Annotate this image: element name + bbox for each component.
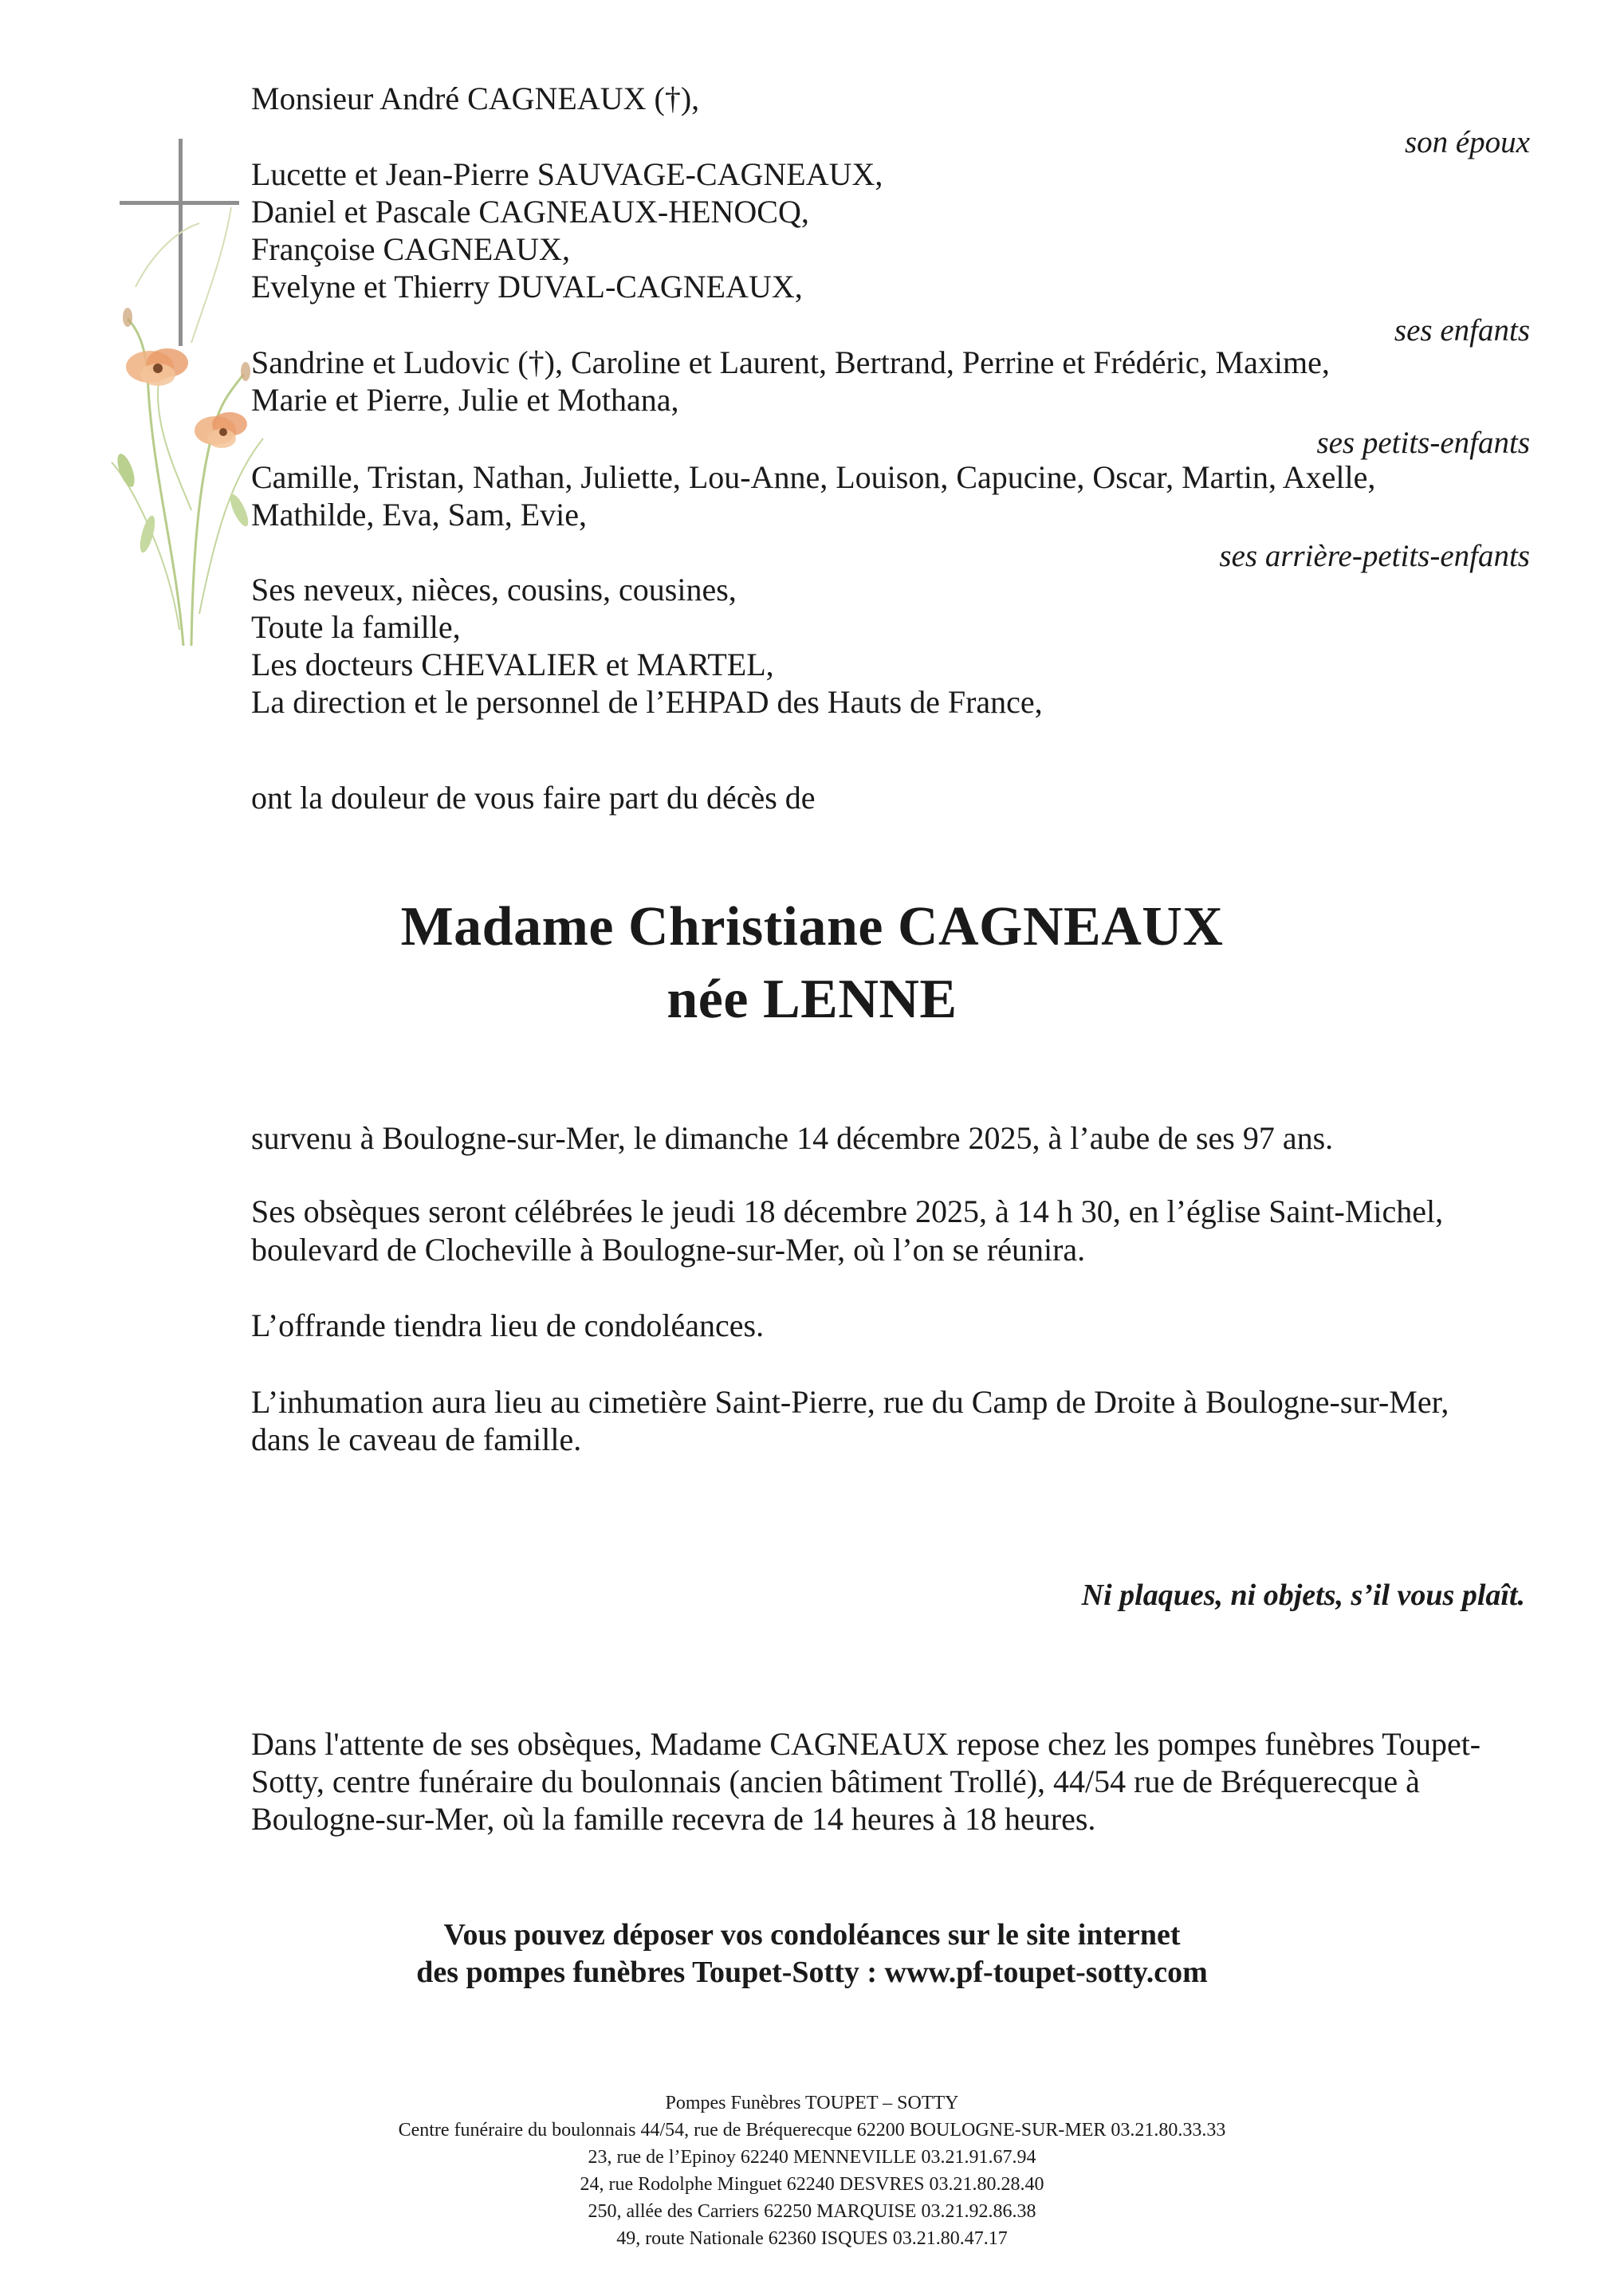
others-line-4: La direction et le personnel de l’EHPAD des Hauts de France,: [251, 684, 1043, 720]
footer-address-5: 49, route Nationale 62360 ISQUES 03.21.80.47.17: [616, 2228, 1008, 2249]
condolences-notice-line-2: des pompes funèbres Toupet-Sotty : www.pf-toupet-sotty.com: [416, 1956, 1208, 1989]
grandchildren-role: ses petits-enfants: [1316, 426, 1530, 460]
husband-role: son époux: [1404, 125, 1530, 159]
death-details: survenu à Boulogne-sur-Mer, le dimanche 14 décembre 2025, à l’aube de ses 97 ans.: [251, 1120, 1334, 1156]
poppy-flower-icon: [126, 348, 188, 386]
others-line-2: Toute la famille,: [251, 609, 461, 645]
children-role: ses enfants: [1394, 313, 1530, 348]
footer-address-2: 23, rue de l’Epinoy 62240 MENNEVILLE 03.21.91.67.94: [588, 2147, 1036, 2168]
viewing-line-3: Boulogne-sur-Mer, où la famille recevra de 14 heures à 18 heures.: [251, 1801, 1096, 1837]
announcement-line: ont la douleur de vous faire part du décès de: [251, 780, 816, 816]
footer-address-3: 24, rue Rodolphe Minguet 62240 DESVRES 03.21.80.28.40: [580, 2174, 1044, 2195]
burial-line-2: dans le caveau de famille.: [251, 1421, 582, 1457]
great-grandchildren-line-1: Camille, Tristan, Nathan, Juliette, Lou-Anne, Louison, Capucine, Oscar, Martin, Axelle,: [251, 459, 1376, 495]
closing-note: Ni plaques, ni objets, s’il vous plaît.: [1081, 1578, 1525, 1612]
child-line-1: Lucette et Jean-Pierre SAUVAGE-CAGNEAUX,: [251, 156, 883, 192]
condolences-notice-line-1: Vous pouvez déposer vos condoléances sur le site internet: [443, 1918, 1181, 1952]
footer-address-1: Centre funéraire du boulonnais 44/54, rue de Bréquerecque 62200 BOULOGNE-SUR-MER 03.21.80.33.33: [398, 2120, 1226, 2141]
others-line-3: Les docteurs CHEVALIER et MARTEL,: [251, 647, 774, 682]
deceased-maiden-name: née LENNE: [667, 969, 957, 1030]
child-line-2: Daniel et Pascale CAGNEAUX-HENOCQ,: [251, 194, 809, 230]
child-line-3: Françoise CAGNEAUX,: [251, 231, 570, 267]
footer-company-name: Pompes Funèbres TOUPET – SOTTY: [665, 2093, 959, 2113]
others-line-1: Ses neveux, nièces, cousins, cousines,: [251, 572, 737, 607]
footer-address-4: 250, allée des Carriers 62250 MARQUISE 03.21.92.86.38: [588, 2201, 1036, 2222]
funeral-line-1: Ses obsèques seront célébrées le jeudi 18 décembre 2025, à 14 h 30, en l’église Saint-Michel,: [251, 1193, 1444, 1229]
viewing-line-1: Dans l'attente de ses obsèques, Madame CAGNEAUX repose chez les pompes funèbres Toupet-: [251, 1726, 1481, 1762]
cross-horizontal-icon: [120, 201, 239, 205]
great-grandchildren-line-2: Mathilde, Eva, Sam, Evie,: [251, 497, 588, 533]
funeral-line-2: boulevard de Clocheville à Boulogne-sur-Mer, où l’on se réunira.: [251, 1232, 1086, 1268]
burial-line-1: L’inhumation aura lieu au cimetière Saint-Pierre, rue du Camp de Droite à Boulogne-sur-Mer,: [251, 1384, 1449, 1420]
cross-poppy-decoration: [104, 136, 271, 646]
cross-vertical-icon: [179, 139, 183, 346]
grandchildren-line-1: Sandrine et Ludovic (†), Caroline et Laurent, Bertrand, Perrine et Frédéric, Maxime,: [251, 344, 1330, 380]
offering-line: L’offrande tiendra lieu de condoléances.: [251, 1307, 765, 1343]
husband-line: Monsieur André CAGNEAUX (†),: [251, 81, 700, 116]
deceased-name: Madame Christiane CAGNEAUX: [400, 896, 1224, 957]
viewing-line-2: Sotty, centre funéraire du boulonnais (ancien bâtiment Trollé), 44/54 rue de Bréquerecque à: [251, 1763, 1420, 1799]
grandchildren-line-2: Marie et Pierre, Julie et Mothana,: [251, 382, 679, 418]
great-grandchildren-role: ses arrière-petits-enfants: [1219, 539, 1530, 573]
child-line-4: Evelyne et Thierry DUVAL-CAGNEAUX,: [251, 269, 803, 305]
poppy-flower-icon: [195, 412, 247, 448]
